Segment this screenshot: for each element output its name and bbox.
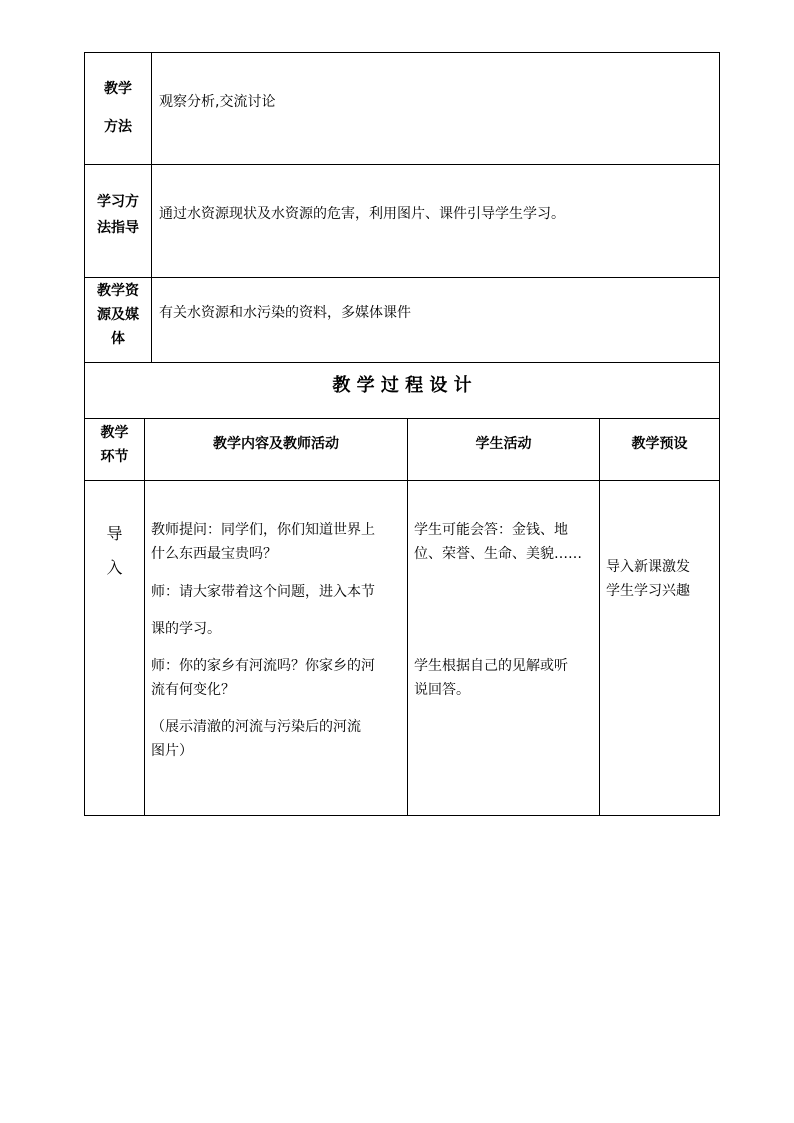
row-divider-3 [84, 362, 720, 363]
label-line: 源及媒 [97, 307, 139, 323]
label-line: 学习方 [97, 194, 139, 210]
design-line-1: 导入新课激发 [606, 559, 690, 575]
teacher-line-3: 师：请大家带着这个问题，进入本节 [151, 584, 375, 600]
label-learning-guidance [85, 189, 151, 241]
header-stage [85, 421, 144, 469]
content-teaching-method: 观察分析,交流讨论 [159, 94, 276, 110]
teacher-line-7: （展示清澈的河流与污染后的河流 [151, 719, 361, 735]
content-resources-media: 有关水资源和水污染的资料，多媒体课件 [159, 305, 411, 321]
label-line: 体 [111, 331, 125, 347]
stage-line: 入 [106, 558, 123, 577]
teacher-line-1: 教师提问：同学们，你们知道世界上 [151, 522, 375, 538]
student-line-3: 学生根据自己的见解或听 [414, 658, 568, 674]
teacher-line-8: 图片） [151, 743, 193, 759]
row-divider-2 [84, 277, 720, 278]
table-border-right [719, 52, 720, 816]
teacher-line-6: 流有何变化？ [151, 682, 235, 698]
info-column-divider [151, 52, 152, 362]
teacher-line-4: 课的学习。 [151, 621, 221, 637]
section-title: 教 学 过 程 设 计 [332, 375, 472, 396]
table-border-top [84, 52, 720, 53]
row-divider-4 [84, 418, 720, 419]
label-teaching-method [85, 70, 151, 146]
label-line: 教学 [104, 81, 132, 97]
header-student-activity: 学生活动 [475, 436, 532, 452]
row-divider-1 [84, 164, 720, 165]
label-line: 教学资 [97, 283, 139, 299]
process-divider-1 [144, 418, 145, 815]
process-divider-3 [599, 418, 600, 815]
label-line: 方法 [104, 119, 132, 135]
header-teaching-design: 教学预设 [631, 436, 688, 452]
teacher-line-5: 师：你的家乡有河流吗？你家乡的河 [151, 658, 375, 674]
header-line: 教学 [100, 425, 129, 441]
stage-intro [85, 517, 144, 585]
stage-line: 导 [106, 524, 123, 543]
header-line: 环节 [100, 449, 129, 465]
label-resources-media [85, 279, 151, 351]
table-border-bottom [84, 815, 720, 816]
content-learning-guidance: 通过水资源现状及水资源的危害，利用图片、课件引导学生学习。 [159, 206, 565, 222]
process-divider-2 [407, 418, 408, 815]
student-line-4: 说回答。 [414, 682, 470, 698]
student-line-2: 位、荣誉、生命、美貌…… [414, 546, 582, 562]
student-line-1: 学生可能会答：金钱、地 [414, 522, 568, 538]
design-line-2: 学生学习兴趣 [606, 583, 690, 599]
header-teacher-content: 教学内容及教师活动 [213, 436, 339, 452]
teacher-line-2: 什么东西最宝贵吗？ [151, 546, 277, 562]
label-line: 法指导 [97, 220, 139, 236]
row-divider-5 [84, 480, 720, 481]
